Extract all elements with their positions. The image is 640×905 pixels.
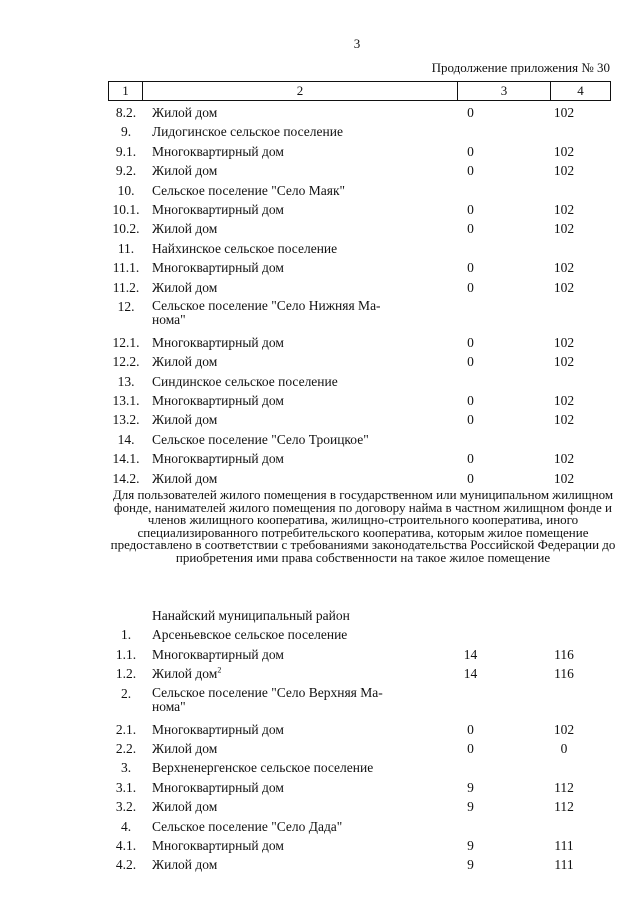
table-row (0, 333, 640, 352)
row-name (152, 686, 414, 714)
row-name-text: Жилой дом (152, 279, 218, 295)
row-name (152, 278, 414, 297)
row-number: 2.2. (115, 740, 137, 756)
row-name-text: Многоквартирный дом (152, 451, 284, 467)
row-number: 11.1. (112, 260, 140, 276)
row-name (152, 161, 414, 180)
row-number: 10.2. (112, 221, 140, 237)
row-name (152, 352, 414, 371)
row-number: 9.2. (115, 163, 137, 179)
row-value-col3: 0 (467, 163, 474, 179)
row-name-text: Жилой дом (152, 740, 218, 756)
row-number: 10. (117, 182, 135, 198)
row-number: 10.1. (112, 201, 140, 217)
row-name (152, 817, 414, 836)
table-row (0, 278, 640, 297)
row-number: 13. (117, 373, 135, 389)
row-value-col4: 102 (553, 143, 575, 159)
row-name (152, 258, 414, 277)
row-name (152, 219, 414, 238)
row-number: 12.1. (112, 334, 140, 350)
footnote-mark: 2 (217, 665, 222, 675)
table-row (0, 855, 640, 874)
row-number: 1. (120, 627, 132, 643)
row-number: 3.2. (115, 799, 137, 815)
page-number: 3 (353, 36, 361, 51)
table-row (0, 817, 640, 836)
row-name-text: Лидогинское сельское поселение (152, 124, 343, 140)
table-row (0, 181, 640, 200)
row-value-col3: 0 (467, 260, 474, 276)
row-name (152, 855, 414, 874)
row-value-col3: 0 (467, 105, 474, 120)
row-name (152, 758, 414, 777)
continuation-caption: Продолжение приложения № 30 (431, 60, 610, 75)
table-row (0, 200, 640, 219)
column-header-4: 4 (577, 83, 584, 98)
row-name (152, 449, 414, 468)
table-row (0, 352, 640, 371)
row-number: 13.1. (112, 393, 140, 409)
row-name-text: Многоквартирный дом (152, 721, 284, 737)
row-value-col4: 112 (554, 779, 574, 795)
row-value-col4: 102 (553, 470, 575, 486)
table-row (0, 391, 640, 410)
row-name-text: Многоквартирный дом (152, 393, 284, 409)
row-number: 4.2. (115, 857, 137, 873)
row-number: 8.2. (115, 105, 137, 120)
row-name-text: Многоквартирный дом (152, 646, 284, 662)
row-name-text: Жилой дом (152, 470, 218, 486)
row-name (152, 410, 414, 429)
row-number: 11. (117, 240, 135, 256)
row-value-col3: 0 (467, 354, 474, 370)
row-number: 9. (120, 124, 132, 140)
row-number: 1.2. (115, 666, 137, 682)
row-name-text: Жилой дом (152, 354, 218, 370)
row-name (152, 299, 414, 327)
row-name (152, 720, 414, 739)
row-value-col4: 102 (553, 451, 575, 467)
table-row (0, 758, 640, 777)
row-name-text: Жилой дом (152, 105, 218, 120)
table-row (0, 410, 640, 429)
table-row (0, 430, 640, 449)
row-value-col4: 111 (554, 837, 574, 853)
table-row (0, 836, 640, 855)
row-name-text: Найхинское сельское поселение (152, 240, 338, 256)
column-header-row (108, 81, 611, 101)
row-number: 11.2. (112, 279, 140, 295)
row-value-col4: 116 (554, 646, 574, 662)
table-row (0, 122, 640, 141)
table-row (0, 142, 640, 161)
row-number: 1.1. (115, 646, 137, 662)
row-value-col3: 0 (467, 721, 474, 737)
row-value-col4: 102 (553, 334, 575, 350)
row-value-col4: 102 (553, 393, 575, 409)
row-value-col3: 0 (467, 201, 474, 217)
row-number: 14.1. (112, 451, 140, 467)
row-number: 12. (117, 298, 135, 314)
row-value-col3: 9 (467, 779, 474, 795)
row-name-text: Сельское поселение "Село Дада" (152, 818, 343, 834)
row-name-text: Синдинское сельское поселение (152, 373, 338, 389)
row-name-text: Сельское поселение "Село Маяк" (152, 182, 346, 198)
column-header-3: 3 (458, 82, 551, 100)
table-section-2 (0, 606, 640, 875)
row-name-text: Многоквартирный дом (152, 334, 284, 350)
row-name-text: Жилой дом (152, 221, 218, 237)
row-name (152, 200, 414, 219)
row-value-col3: 9 (467, 799, 474, 815)
row-name (152, 142, 414, 161)
row-value-col4: 102 (553, 279, 575, 295)
row-name-text: Многоквартирный дом (152, 201, 284, 217)
table-row (0, 469, 640, 488)
table-row (0, 720, 640, 739)
row-value-col4: 102 (553, 721, 575, 737)
row-value-col3: 0 (467, 221, 474, 237)
row-value-col4: 116 (554, 666, 574, 682)
row-number: 12.2. (112, 354, 140, 370)
notice-paragraph: Для пользователей жилого помещения в государственном или муниципальном жилищном фонде, нанимателей жилого помещения по договору найма в частном жилищном фонде и членов жилищного кооператива, жилищно-строительного кооператива, иного специализированного потребительского кооператива, которым жилое помещение предоставлено в соответствии с требованиями законодательства Российской Федерации до приобретения ими права собственности на такое жилое помещение (110, 487, 616, 565)
row-name-text: Жилой дом (152, 799, 218, 815)
row-name (152, 391, 414, 410)
row-name (152, 645, 414, 664)
row-name-text: Сельское поселение "Село Нижняя Ма-нома" (152, 297, 381, 327)
row-name-text: Многоквартирный дом (152, 143, 284, 159)
table-row (0, 778, 640, 797)
row-value-col3: 0 (467, 451, 474, 467)
row-name (152, 333, 414, 352)
row-value-col4: 102 (553, 260, 575, 276)
row-value-col3: 14 (463, 666, 478, 682)
row-name (152, 739, 414, 758)
row-value-col3: 9 (467, 857, 474, 873)
row-number: 3.1. (115, 779, 137, 795)
district-row (0, 606, 640, 625)
table-row (0, 664, 640, 683)
row-name (152, 664, 414, 683)
row-name-text: Сельское поселение "Село Верхняя Ма-нома" (152, 684, 383, 714)
row-name-text: Жилой дом (152, 412, 218, 428)
table-row (0, 684, 640, 720)
row-value-col4: 0 (560, 740, 568, 756)
row-value-col3: 0 (467, 412, 474, 428)
row-name (152, 430, 414, 449)
row-value-col3: 0 (467, 470, 474, 486)
row-number: 14. (117, 431, 135, 447)
row-value-col4: 102 (553, 105, 575, 120)
row-number: 2.1. (115, 721, 137, 737)
row-value-col3: 9 (467, 837, 474, 853)
row-name-text: Сельское поселение "Село Троицкое" (152, 431, 369, 447)
row-number: 2. (120, 685, 132, 701)
table-row (0, 103, 640, 122)
row-name-text: Верхненергенское сельское поселение (152, 760, 374, 776)
row-value-col3: 0 (467, 279, 474, 295)
row-name-text: Арсеньевское сельское поселение (152, 627, 348, 643)
table-row (0, 161, 640, 180)
row-name-text: Жилой дом (152, 163, 218, 179)
row-name (152, 778, 414, 797)
row-name-text: Жилой дом (152, 857, 218, 873)
row-number: 4.1. (115, 837, 137, 853)
table-row (0, 739, 640, 758)
table-row (0, 219, 640, 238)
row-value-col4: 111 (554, 857, 574, 873)
row-number: 14.2. (112, 470, 140, 486)
table-row (0, 645, 640, 664)
row-number: 3. (120, 760, 132, 776)
row-name (152, 469, 414, 488)
table-row (0, 625, 640, 644)
table-row (0, 449, 640, 468)
row-name (152, 181, 414, 200)
row-number: 4. (120, 818, 132, 834)
row-value-col4: 102 (553, 412, 575, 428)
row-value-col3: 0 (467, 393, 474, 409)
row-name (152, 372, 414, 391)
row-name (152, 797, 414, 816)
row-name-text: Многоквартирный дом (152, 837, 284, 853)
column-header-2: 2 (143, 82, 458, 100)
district-title: Нанайский муниципальный район (152, 608, 350, 623)
row-name (152, 239, 414, 258)
table-row (0, 239, 640, 258)
table-row (0, 258, 640, 277)
row-value-col4: 102 (553, 221, 575, 237)
row-value-col4: 102 (553, 354, 575, 370)
table-row (0, 372, 640, 391)
row-name-text: Многоквартирный дом (152, 260, 284, 276)
row-name (152, 625, 414, 644)
column-header-1: 1 (109, 82, 143, 100)
row-name (152, 103, 414, 122)
row-name (152, 122, 414, 141)
row-value-col3: 0 (467, 334, 474, 350)
row-number: 9.1. (115, 143, 137, 159)
table-row (0, 297, 640, 333)
table-section-1 (0, 103, 640, 488)
table-row (0, 797, 640, 816)
row-name-text: Многоквартирный дом (152, 779, 284, 795)
row-name-text: Жилой дом (152, 666, 218, 682)
row-name (152, 836, 414, 855)
row-value-col3: 0 (467, 143, 474, 159)
row-value-col3: 14 (463, 646, 478, 662)
row-value-col4: 102 (553, 163, 575, 179)
row-value-col3: 0 (467, 740, 474, 756)
row-value-col4: 102 (553, 201, 575, 217)
row-number: 13.2. (112, 412, 140, 428)
row-value-col4: 112 (554, 799, 574, 815)
